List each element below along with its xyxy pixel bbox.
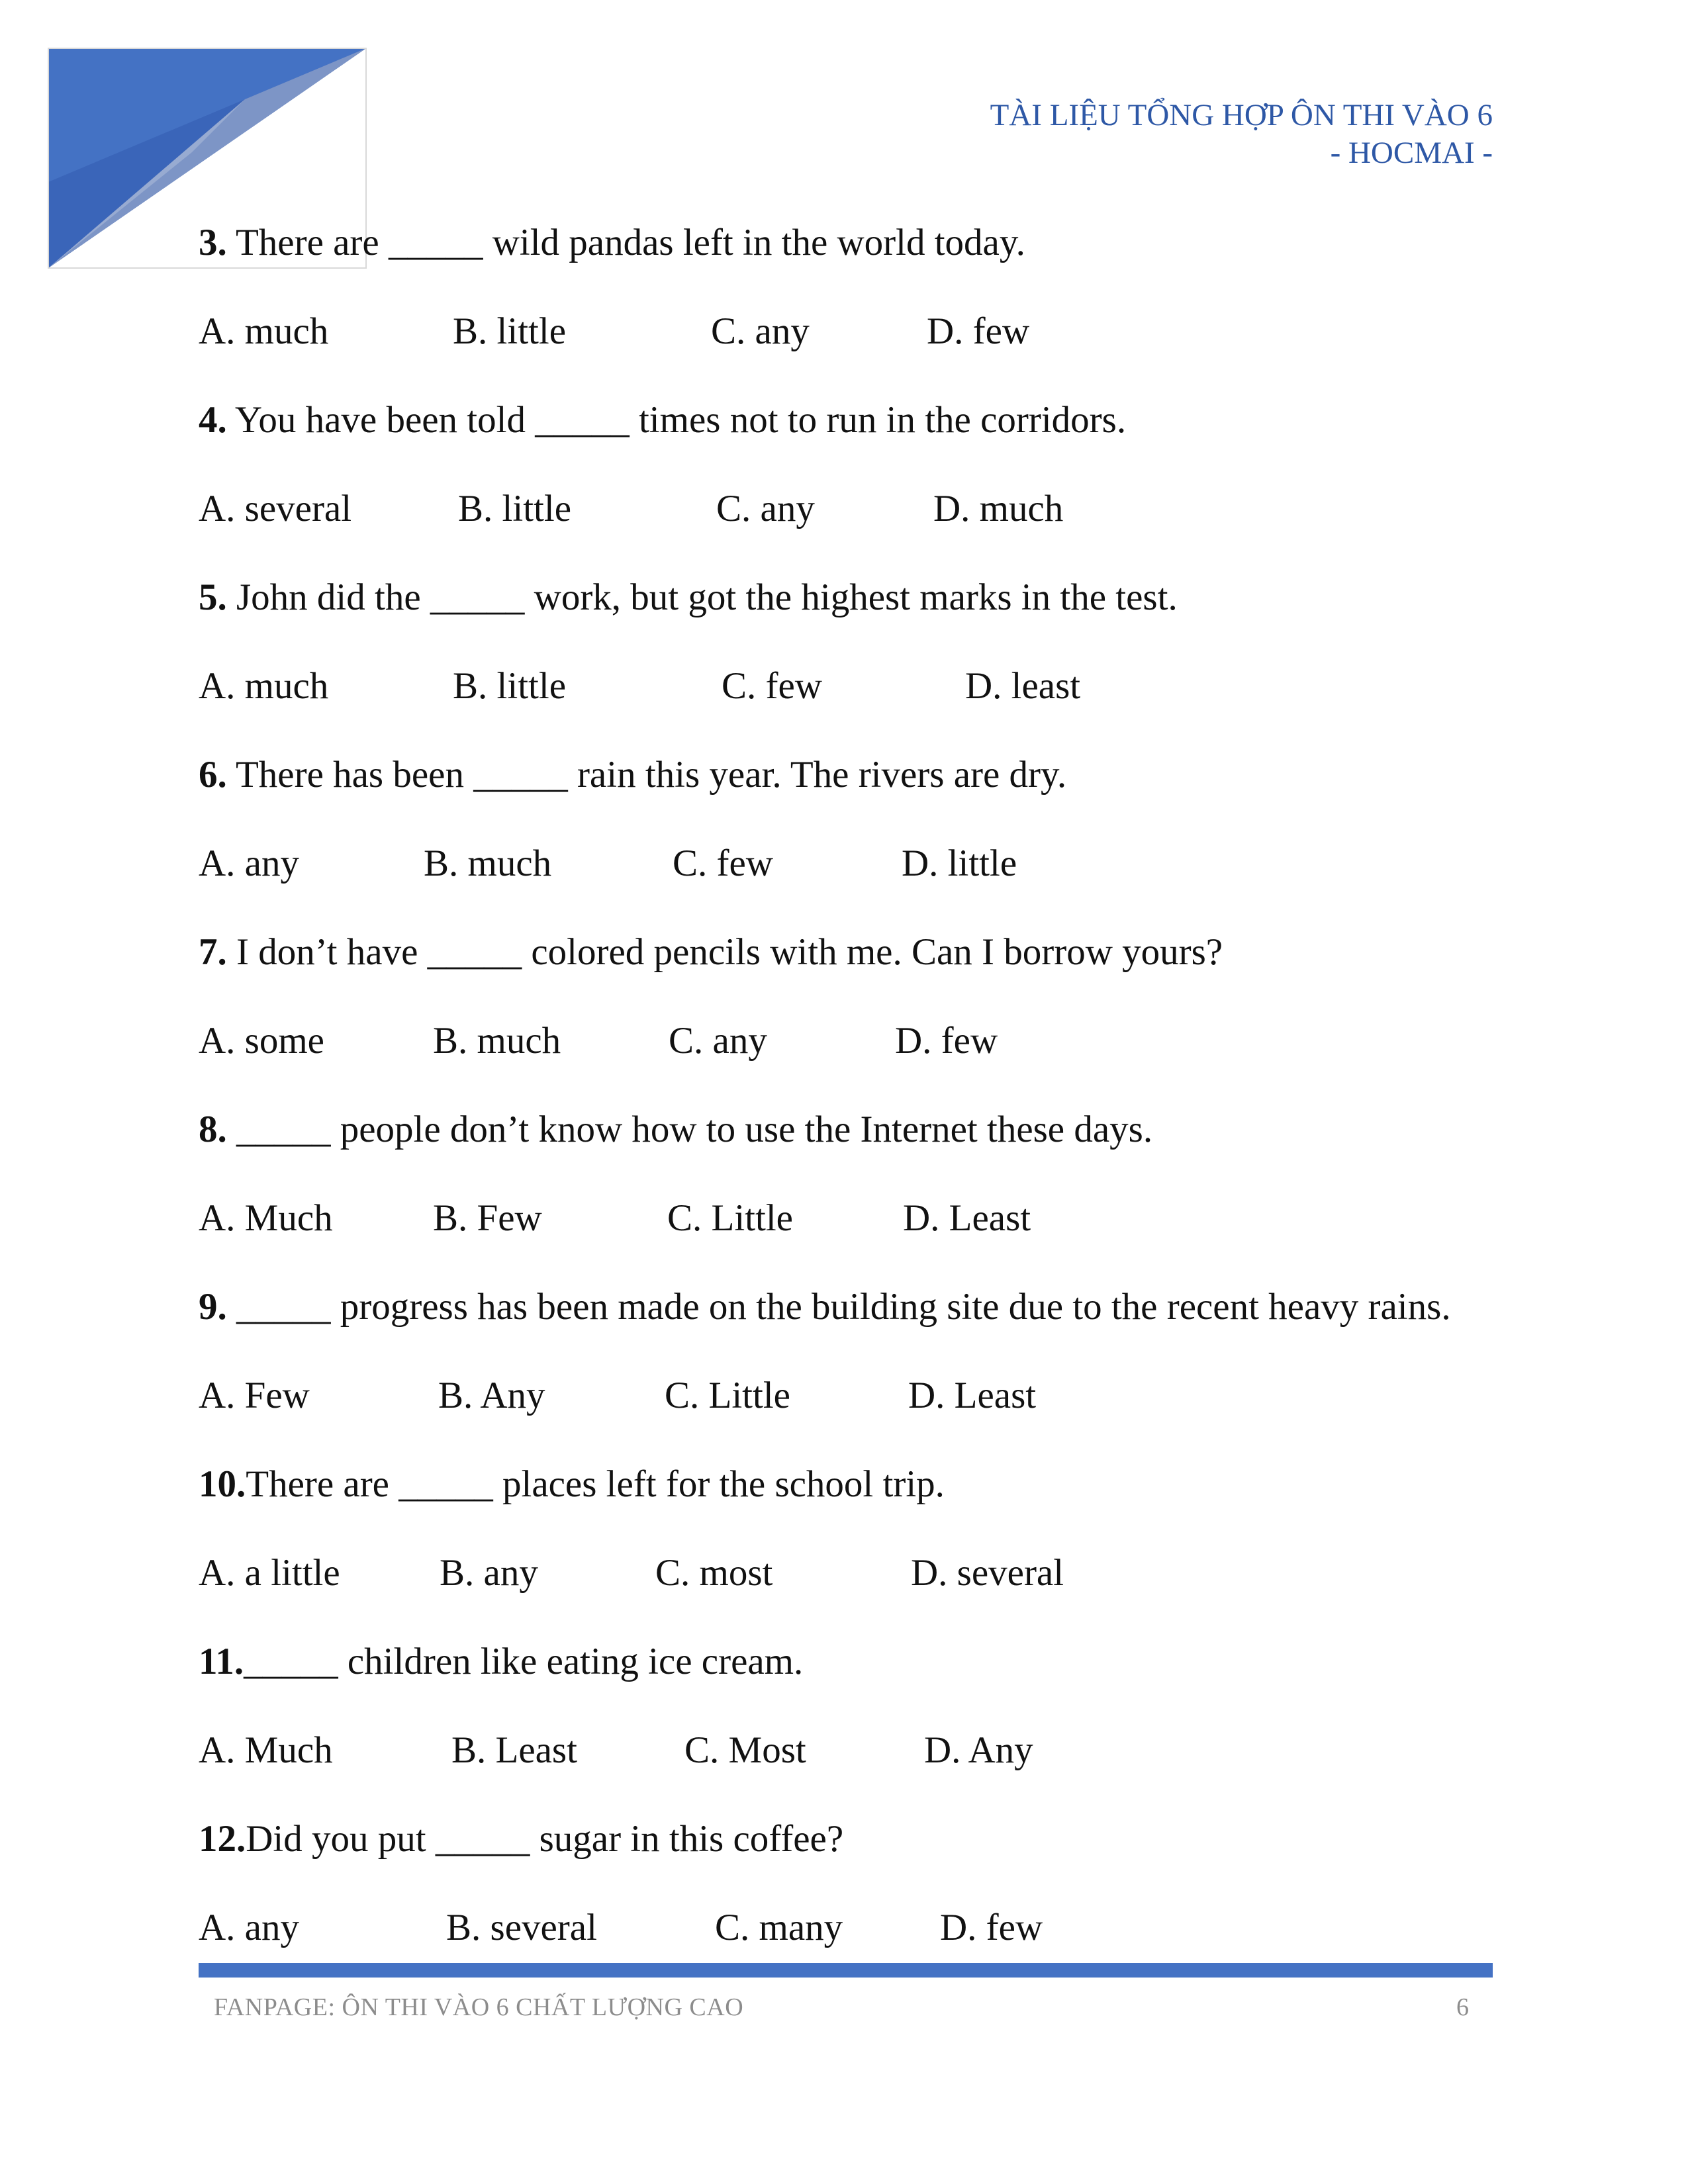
option-a: A. Few bbox=[199, 1375, 310, 1416]
options-10 bbox=[199, 1545, 1523, 1634]
options-6 bbox=[199, 836, 1523, 925]
option-d: D. several bbox=[911, 1552, 1064, 1594]
question-text: Did you put _____ sugar in this coffee? bbox=[246, 1818, 844, 1860]
option-d: D. few bbox=[940, 1907, 1043, 1948]
option-c: C. Most bbox=[684, 1729, 806, 1771]
question-text: There are _____ wild pandas left in the world today. bbox=[226, 222, 1025, 263]
option-c: C. most bbox=[655, 1552, 773, 1594]
option-d: D. least bbox=[965, 665, 1081, 707]
option-c: C. Little bbox=[667, 1197, 793, 1239]
option-a: A. Much bbox=[199, 1197, 333, 1239]
header-title: TÀI LIỆU TỔNG HỢP ÔN THI VÀO 6 bbox=[990, 98, 1493, 132]
option-d: D. much bbox=[933, 488, 1064, 529]
option-a: A. some bbox=[199, 1020, 324, 1062]
option-a: A. much bbox=[199, 665, 329, 707]
option-d: D. Least bbox=[903, 1197, 1031, 1239]
option-b: B. several bbox=[446, 1907, 597, 1948]
header-subtitle: - HOCMAI - bbox=[1330, 136, 1493, 170]
option-c: C. few bbox=[673, 842, 773, 884]
option-a: A. any bbox=[199, 842, 299, 884]
option-b: B. Few bbox=[433, 1197, 542, 1239]
option-c: C. any bbox=[669, 1020, 767, 1062]
options-11 bbox=[199, 1723, 1523, 1811]
question-text: You have been told _____ times not to run in the corridors. bbox=[226, 399, 1127, 441]
option-d: D. Least bbox=[908, 1375, 1037, 1416]
option-c: C. few bbox=[722, 665, 822, 707]
question-text: I don’t have _____ colored pencils with me. Can I borrow yours? bbox=[226, 931, 1223, 973]
question-10: 10.There are _____ places left for the school trip. bbox=[199, 1463, 945, 1505]
option-d: D. few bbox=[895, 1020, 998, 1062]
option-b: B. little bbox=[453, 310, 566, 352]
option-b: B. much bbox=[424, 842, 552, 884]
option-a: A. much bbox=[199, 310, 329, 352]
options-7 bbox=[199, 1013, 1523, 1102]
question-text: John did the _____ work, but got the highest marks in the test. bbox=[226, 576, 1178, 618]
option-a: A. several bbox=[199, 488, 352, 529]
option-d: D. Any bbox=[924, 1729, 1033, 1771]
page-number: 6 bbox=[1456, 1993, 1469, 2021]
options-8 bbox=[199, 1191, 1523, 1279]
question-7: 7. I don’t have _____ colored pencils with me. Can I borrow yours? bbox=[199, 931, 1223, 973]
option-b: B. little bbox=[458, 488, 571, 529]
question-5: 5. John did the _____ work, but got the highest marks in the test. bbox=[199, 576, 1178, 618]
option-c: C. Little bbox=[665, 1375, 790, 1416]
document-header bbox=[990, 97, 1493, 172]
question-text: There are _____ places left for the school trip. bbox=[246, 1463, 945, 1505]
question-6: 6. There has been _____ rain this year. The rivers are dry. bbox=[199, 754, 1067, 796]
options-4 bbox=[199, 481, 1523, 570]
option-c: C. many bbox=[715, 1907, 843, 1948]
option-d: D. few bbox=[927, 310, 1030, 352]
question-text: _____ people don’t know how to use the Internet these days. bbox=[226, 1109, 1153, 1150]
option-a: A. a little bbox=[199, 1552, 340, 1594]
question-8: 8. _____ people don’t know how to use the Internet these days. bbox=[199, 1109, 1153, 1150]
option-a: A. any bbox=[199, 1907, 299, 1948]
option-a: A. Much bbox=[199, 1729, 333, 1771]
option-b: B. much bbox=[433, 1020, 561, 1062]
question-3: 3. There are _____ wild pandas left in the world today. bbox=[199, 222, 1025, 263]
option-c: C. any bbox=[711, 310, 810, 352]
question-4: 4. You have been told _____ times not to run in the corridors. bbox=[199, 399, 1127, 441]
option-b: B. any bbox=[440, 1552, 538, 1594]
question-11: 11._____ children like eating ice cream. bbox=[199, 1641, 804, 1682]
question-text: There has been _____ rain this year. The rivers are dry. bbox=[226, 754, 1067, 796]
question-text: _____ children like eating ice cream. bbox=[244, 1641, 804, 1682]
option-b: B. Any bbox=[438, 1375, 545, 1416]
option-d: D. little bbox=[902, 842, 1017, 884]
options-9 bbox=[199, 1368, 1523, 1457]
footer-rule bbox=[199, 1963, 1493, 1978]
question-list bbox=[199, 215, 1523, 1989]
question-text: _____ progress has been made on the building site due to the recent heavy rains. bbox=[226, 1286, 1451, 1328]
question-12: 12.Did you put _____ sugar in this coffee? bbox=[199, 1818, 844, 1860]
option-b: B. Least bbox=[451, 1729, 577, 1771]
question-9: 9. _____ progress has been made on the building site due to the recent heavy rains. bbox=[199, 1286, 1451, 1328]
options-5 bbox=[199, 659, 1523, 747]
option-b: B. little bbox=[453, 665, 566, 707]
option-c: C. any bbox=[716, 488, 815, 529]
footer-fanpage: FANPAGE: ÔN THI VÀO 6 CHẤT LƯỢNG CAO bbox=[214, 1993, 744, 2021]
options-3 bbox=[199, 304, 1523, 392]
